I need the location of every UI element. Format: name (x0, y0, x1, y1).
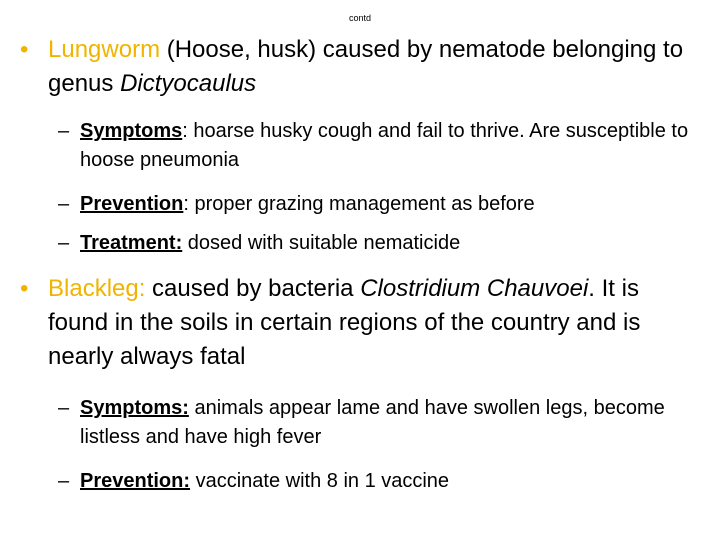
dash-marker: – (58, 120, 70, 142)
sub-label: Symptoms (80, 120, 183, 142)
bullet-text-part: caused by bacteria (145, 275, 361, 302)
sub-text: : hoarse husky cough and fail to thrive. Are susceptible to hoose pneumonia (80, 120, 689, 171)
bullet-lungworm (20, 33, 700, 101)
sub-bullet-symptoms-2 (58, 394, 698, 452)
dash-marker: – (58, 470, 70, 492)
sub-label: Treatment: (80, 232, 183, 254)
dash-marker: – (58, 397, 70, 419)
bullet-text (48, 272, 700, 374)
bullet-text-part: . It is found in the soils in certain regions of the country and is nearly always fatal (48, 275, 641, 370)
dash-marker: – (58, 193, 70, 215)
bullet-blackleg (20, 272, 700, 374)
sub-text: animals appear lame and have swollen legs, become listless and have high fever (80, 397, 665, 448)
bullet-marker: • (20, 36, 29, 63)
term-blackleg: Blackleg: (48, 275, 146, 302)
sub-text: vaccinate with 8 in 1 vaccine (190, 470, 450, 492)
sub-bullet-symptoms (58, 117, 698, 175)
sub-label: Prevention (80, 193, 184, 215)
term-lungworm: Lungworm (48, 36, 161, 63)
bullet-marker: • (20, 275, 29, 302)
sub-text: : proper grazing management as before (183, 193, 535, 215)
slide-title: contd (348, 13, 372, 23)
sub-label: Symptoms: (80, 397, 189, 419)
sub-bullet-prevention-2 (58, 467, 698, 496)
sub-label: Prevention: (80, 470, 191, 492)
sub-bullet-treatment (58, 229, 698, 258)
species-name: Clostridium Chauvoei (360, 275, 589, 302)
sub-bullet-prevention (58, 190, 698, 219)
bullet-text (48, 33, 700, 101)
genus-name: Dictyocaulus (120, 70, 257, 97)
sub-text: dosed with suitable nematicide (182, 232, 461, 254)
bullet-text-part: (Hoose, husk) caused by nematode belonging to genus (48, 36, 684, 97)
dash-marker: – (58, 232, 70, 254)
